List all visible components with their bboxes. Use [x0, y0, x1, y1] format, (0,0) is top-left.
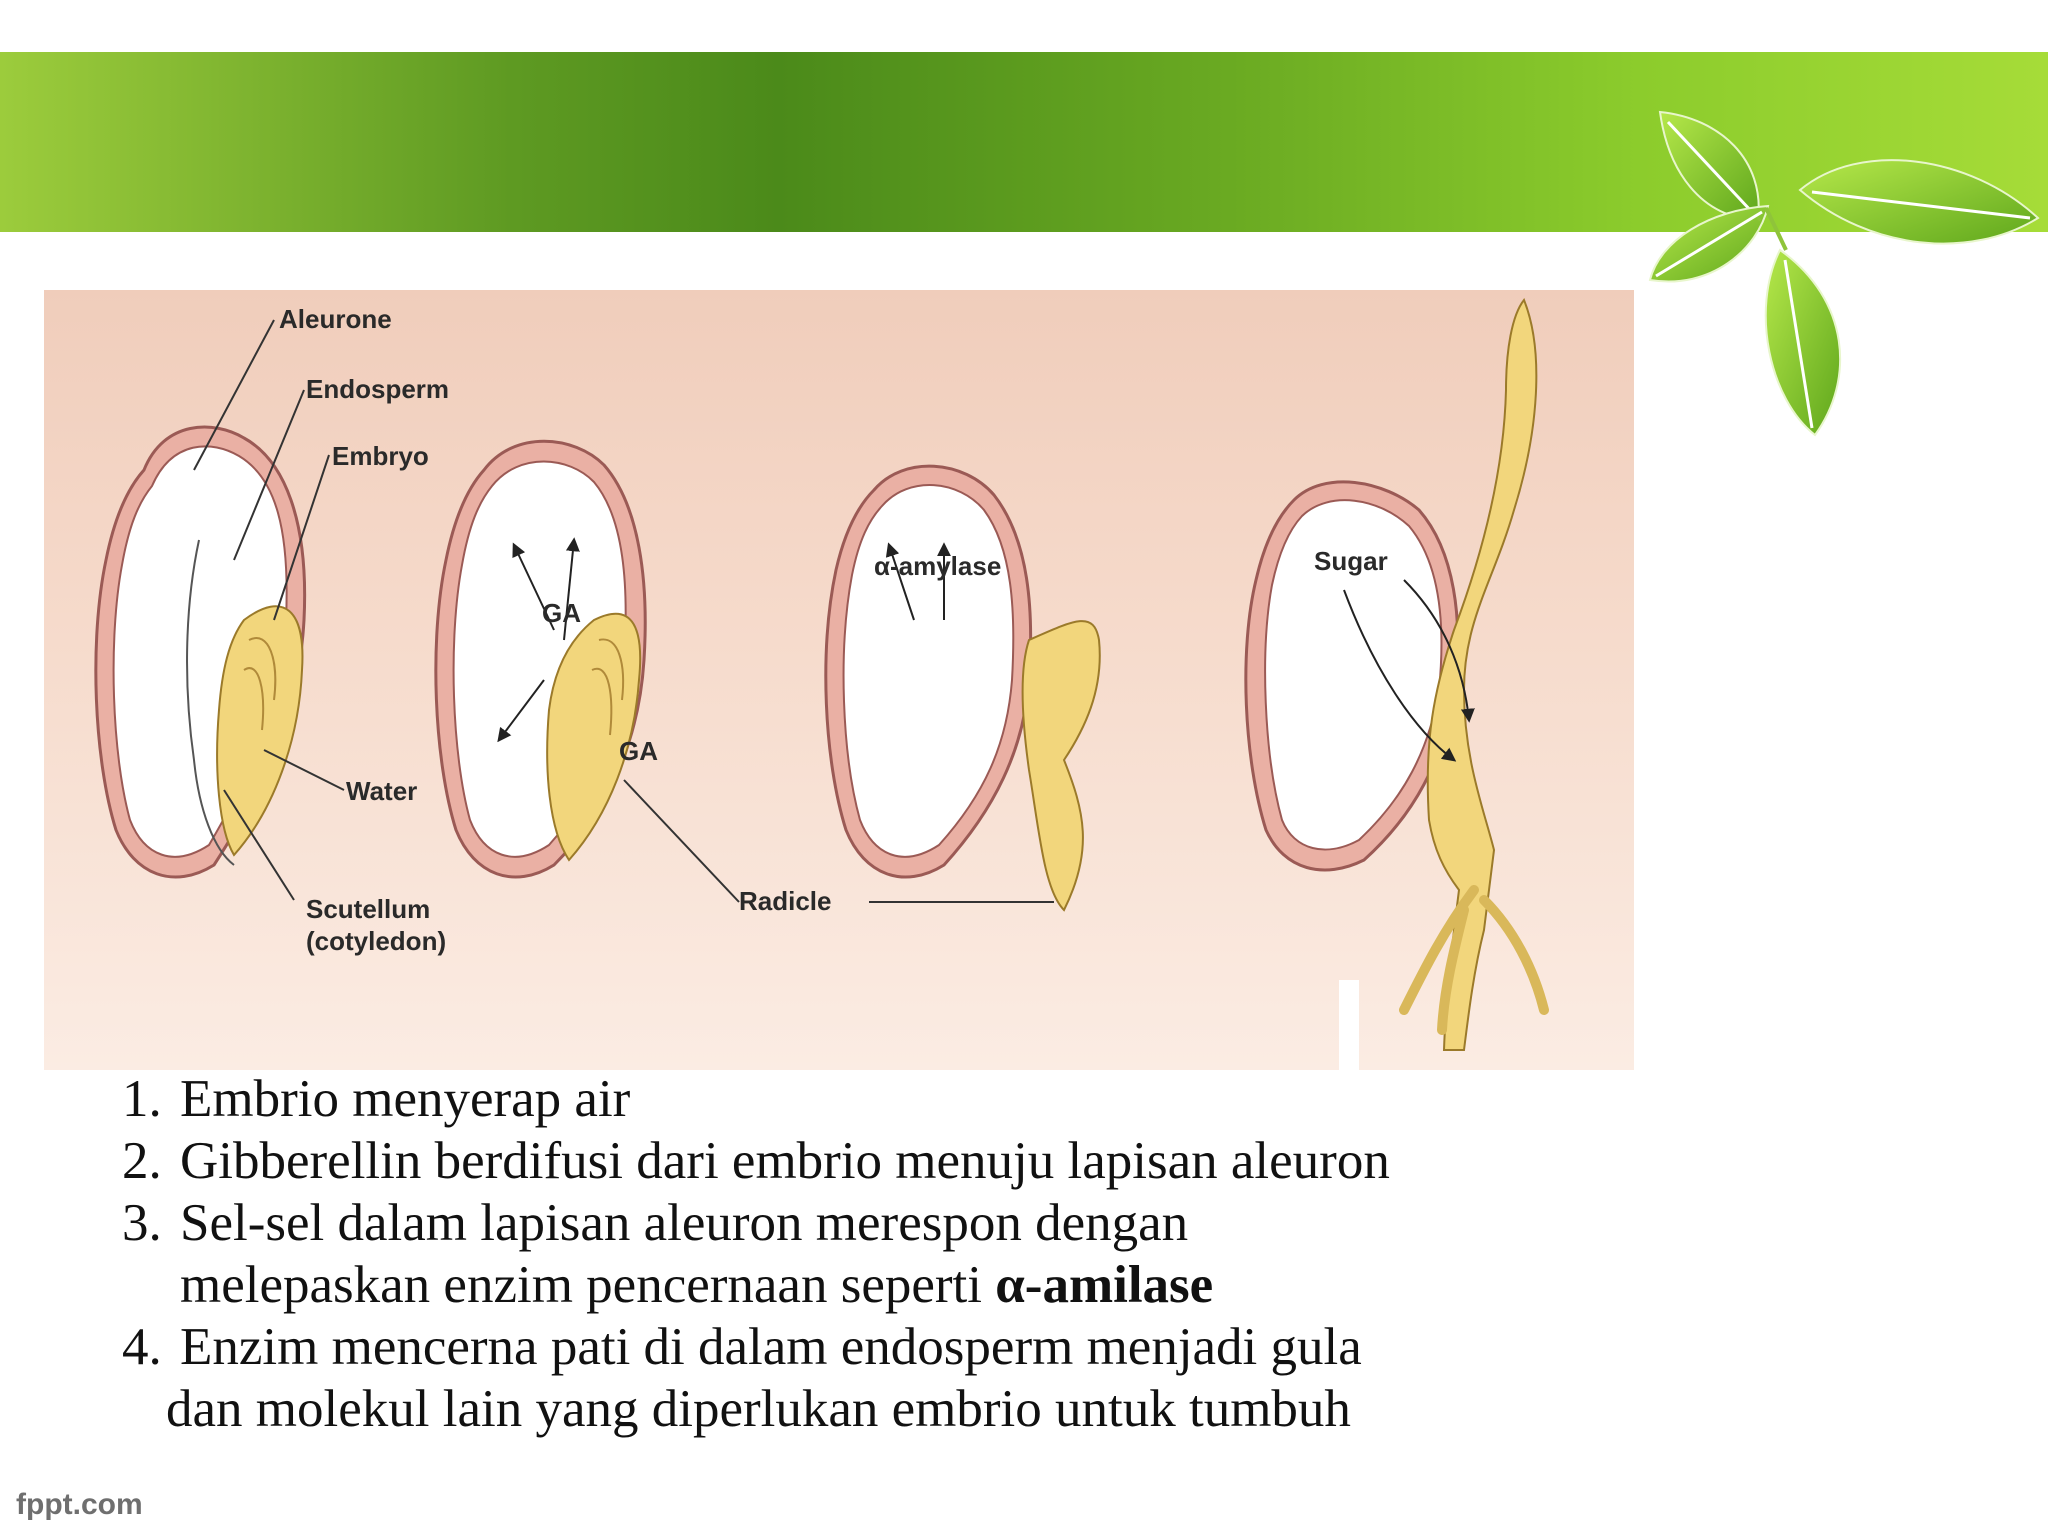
seed-stage-3: [826, 466, 1100, 910]
figure-cover: [1339, 980, 1359, 1070]
step-continuation: dan molekul lain yang diperlukan embrio untuk tumbuh: [166, 1380, 1351, 1438]
label-embryo: Embryo: [332, 441, 429, 471]
step-text: Embrio menyerap air: [180, 1070, 631, 1128]
footer-brand: fppt.com: [16, 1488, 143, 1521]
label-aleurone: Aleurone: [279, 304, 392, 334]
diagram-art: [44, 290, 1634, 1070]
step-number: 2.: [122, 1132, 162, 1190]
leaves-icon: [1640, 100, 2048, 540]
label-cotyledon: (cotyledon): [306, 926, 447, 956]
step-continuation: [180, 1254, 1682, 1316]
label-ga-bottom: GA: [619, 736, 658, 766]
label-scutellum: Scutellum: [306, 894, 431, 924]
label-radicle: Radicle: [739, 886, 832, 916]
step-3: [122, 1192, 1682, 1316]
step-text: Sel-sel dalam lapisan aleuron merespon dengan: [180, 1194, 1189, 1252]
seed-stage-4: [1246, 300, 1544, 1050]
seed-stage-2: [436, 441, 645, 877]
label-sugar: Sugar: [1314, 546, 1388, 576]
step-text: Enzim mencerna pati di dalam endosperm menjadi gula: [180, 1318, 1362, 1376]
label-alpha-amylase: α-amylase: [874, 551, 1002, 581]
step-4: [122, 1316, 1682, 1440]
step-number: 4.: [122, 1318, 162, 1376]
steps-list: [122, 1068, 1682, 1440]
label-water: Water: [346, 776, 418, 806]
seed-stage-1: [96, 427, 305, 877]
germination-diagram: [44, 290, 1634, 1070]
step-2: [122, 1130, 1682, 1192]
step-text: Gibberellin berdifusi dari embrio menuju lapisan aleuron: [180, 1132, 1390, 1190]
label-endosperm: Endosperm: [306, 374, 450, 404]
step-number: 1.: [122, 1070, 162, 1128]
enzyme-name: α-amilase: [995, 1256, 1214, 1314]
step-number: 3.: [122, 1194, 162, 1252]
label-ga-top: GA: [542, 598, 581, 628]
step-1: [122, 1068, 1682, 1130]
step-text-plain: melepaskan enzim pencernaan seperti: [180, 1256, 996, 1314]
